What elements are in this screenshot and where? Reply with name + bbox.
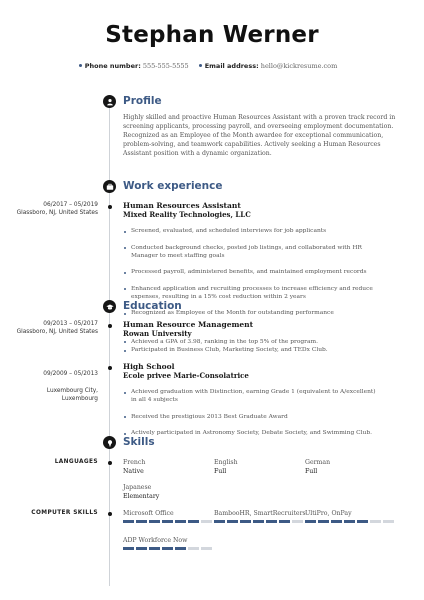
language-level: Full bbox=[305, 467, 318, 475]
skill-segment-empty bbox=[188, 547, 199, 550]
person-icon bbox=[103, 95, 116, 108]
profile-line: Highly skilled and proactive Human Resources Assistant with a proven track record in bbox=[123, 114, 396, 121]
computer-skill-name: Microsoft Office bbox=[123, 510, 174, 517]
edu-meta bbox=[10, 362, 98, 411]
language-item bbox=[214, 459, 238, 476]
language-level: Native bbox=[123, 467, 144, 475]
bullet-dot-icon bbox=[199, 64, 202, 67]
edu-title: High School bbox=[123, 362, 175, 371]
languages-label: LANGUAGES bbox=[54, 459, 98, 465]
bullet-dot-icon bbox=[79, 64, 82, 67]
language-name: German bbox=[305, 459, 331, 466]
skill-segment-empty bbox=[292, 520, 303, 523]
edu-school: Ecole privee Marie-Consolatrice bbox=[123, 371, 249, 380]
edu-dates: 09/2009 – 05/2013 bbox=[43, 371, 98, 378]
job-title: Human Resources Assistant bbox=[123, 201, 241, 210]
skill-segment-filled bbox=[149, 547, 160, 550]
email-label: Email address: bbox=[204, 62, 259, 70]
skill-segment-filled bbox=[279, 520, 290, 523]
skill-segment-filled bbox=[305, 520, 316, 523]
skill-segment-empty bbox=[201, 520, 212, 523]
skill-segment-filled bbox=[188, 520, 199, 523]
list-item: Enhanced application and recruiting processes to increase efficiency and reduce expenses, resulting in a 15% cost reduction within 2 years bbox=[123, 285, 413, 301]
edu-meta bbox=[10, 320, 98, 336]
skill-level-bar bbox=[123, 520, 212, 523]
skill-segment-filled bbox=[240, 520, 251, 523]
list-item: Achieved a GPA of 3.98, ranking in the top 5% of the program. bbox=[123, 338, 413, 346]
timeline-dot bbox=[108, 366, 112, 370]
timeline-dot bbox=[108, 512, 112, 516]
email-value[interactable]: hello@kickresume.com bbox=[260, 62, 338, 70]
skill-segment-empty bbox=[383, 520, 394, 523]
skill-segment-filled bbox=[266, 520, 277, 523]
language-name: English bbox=[214, 459, 238, 466]
list-item: Achieved graduation with Distinction, earning Grade 1 (equivalent to A/excellent) in all 4 subjects bbox=[123, 388, 413, 404]
edu-bullets bbox=[123, 380, 413, 446]
job-meta bbox=[10, 201, 98, 217]
edu-title: Human Resource Management bbox=[123, 320, 254, 329]
skill-segment-filled bbox=[214, 520, 225, 523]
skill-segment-empty bbox=[201, 547, 212, 550]
skill-level-bar bbox=[123, 547, 212, 550]
computer-skill-name: BambooHR, SmartRecruiters bbox=[214, 510, 306, 517]
list-item: Actively participated in Astronomy Society, Debate Society, and Swimming Club. bbox=[123, 429, 413, 437]
phone-label: Phone number: bbox=[84, 62, 141, 70]
language-name: Japanese bbox=[123, 484, 152, 491]
list-item: Received the prestigious 2013 Best Graduate Award bbox=[123, 413, 413, 421]
job-company: Mixed Reality Technologies, LLC bbox=[123, 210, 251, 219]
edu-bullets bbox=[123, 338, 413, 354]
skill-segment-filled bbox=[123, 520, 134, 523]
phone-value: 555-555-5555 bbox=[142, 62, 189, 70]
education-heading: Education bbox=[123, 300, 182, 312]
skill-segment-filled bbox=[175, 547, 186, 550]
list-item: Conducted background checks, posted job listings, and collaborated with HR Manager to meet staffing goals bbox=[123, 244, 413, 260]
skill-segment-filled bbox=[149, 520, 160, 523]
language-name: French bbox=[123, 459, 146, 466]
skill-segment-filled bbox=[253, 520, 264, 523]
profile-summary bbox=[123, 114, 418, 159]
timeline-dot bbox=[108, 461, 112, 465]
profile-line: screening applicants, processing payroll, and overseeing employment documentation. bbox=[123, 122, 394, 130]
list-item: Recognized as Employee of the Month for outstanding performance bbox=[123, 309, 413, 317]
contact-line bbox=[0, 62, 424, 70]
profile-line: Recognized as an Employee of the Month awardee for exceptional communication, bbox=[123, 131, 384, 139]
language-level: Full bbox=[214, 467, 227, 475]
skill-segment-filled bbox=[136, 547, 147, 550]
candidate-name: Stephan Werner bbox=[105, 22, 319, 48]
skill-segment-filled bbox=[318, 520, 329, 523]
skill-segment-filled bbox=[162, 547, 173, 550]
language-item bbox=[123, 459, 145, 476]
skill-level-bar bbox=[305, 520, 394, 523]
lightbulb-icon bbox=[103, 436, 116, 449]
list-item: Participated in Business Club, Marketing Society, and TEDx Club. bbox=[123, 346, 413, 354]
edu-school: Rowan University bbox=[123, 329, 192, 338]
job-location: Glassboro, NJ, United States bbox=[16, 210, 98, 217]
profile-heading: Profile bbox=[123, 95, 162, 107]
skill-segment-filled bbox=[227, 520, 238, 523]
graduation-cap-icon bbox=[103, 300, 116, 313]
skill-segment-filled bbox=[357, 520, 368, 523]
computer-skill-name: UltiPro, OnPay bbox=[305, 510, 352, 517]
skill-level-bar bbox=[214, 520, 303, 523]
work-heading: Work experience bbox=[123, 180, 223, 192]
computer-skill-name: ADP Workforce Now bbox=[123, 537, 188, 544]
briefcase-icon bbox=[103, 180, 116, 193]
timeline-dot bbox=[108, 324, 112, 328]
language-item bbox=[305, 459, 330, 476]
skill-segment-empty bbox=[370, 520, 381, 523]
skill-segment-filled bbox=[162, 520, 173, 523]
language-level: Elementary bbox=[123, 492, 160, 500]
skills-heading: Skills bbox=[123, 436, 155, 448]
skill-segment-filled bbox=[175, 520, 186, 523]
profile-line: problem-solving, and teamwork capabilities. Actively seeking a Human Resources bbox=[123, 140, 381, 148]
timeline-dot bbox=[108, 205, 112, 209]
edu-dates: 09/2013 – 05/2017 bbox=[43, 321, 98, 327]
edu-location: Luxembourg City, Luxembourg bbox=[46, 387, 98, 402]
edu-location: Glassboro, NJ, United States bbox=[16, 329, 98, 336]
list-item: Processed payroll, administered benefits, and maintained employment records bbox=[123, 268, 413, 276]
skill-segment-filled bbox=[331, 520, 342, 523]
profile-line: Assistant position with a dynamic organization. bbox=[123, 149, 272, 157]
list-item: Screened, evaluated, and scheduled interviews for job applicants bbox=[123, 227, 413, 235]
skill-segment-filled bbox=[344, 520, 355, 523]
skill-segment-filled bbox=[136, 520, 147, 523]
computer-skills-label: COMPUTER SKILLS bbox=[31, 510, 98, 516]
job-dates: 06/2017 – 05/2019 bbox=[43, 202, 98, 208]
language-item bbox=[123, 484, 159, 501]
skill-segment-filled bbox=[123, 547, 134, 550]
